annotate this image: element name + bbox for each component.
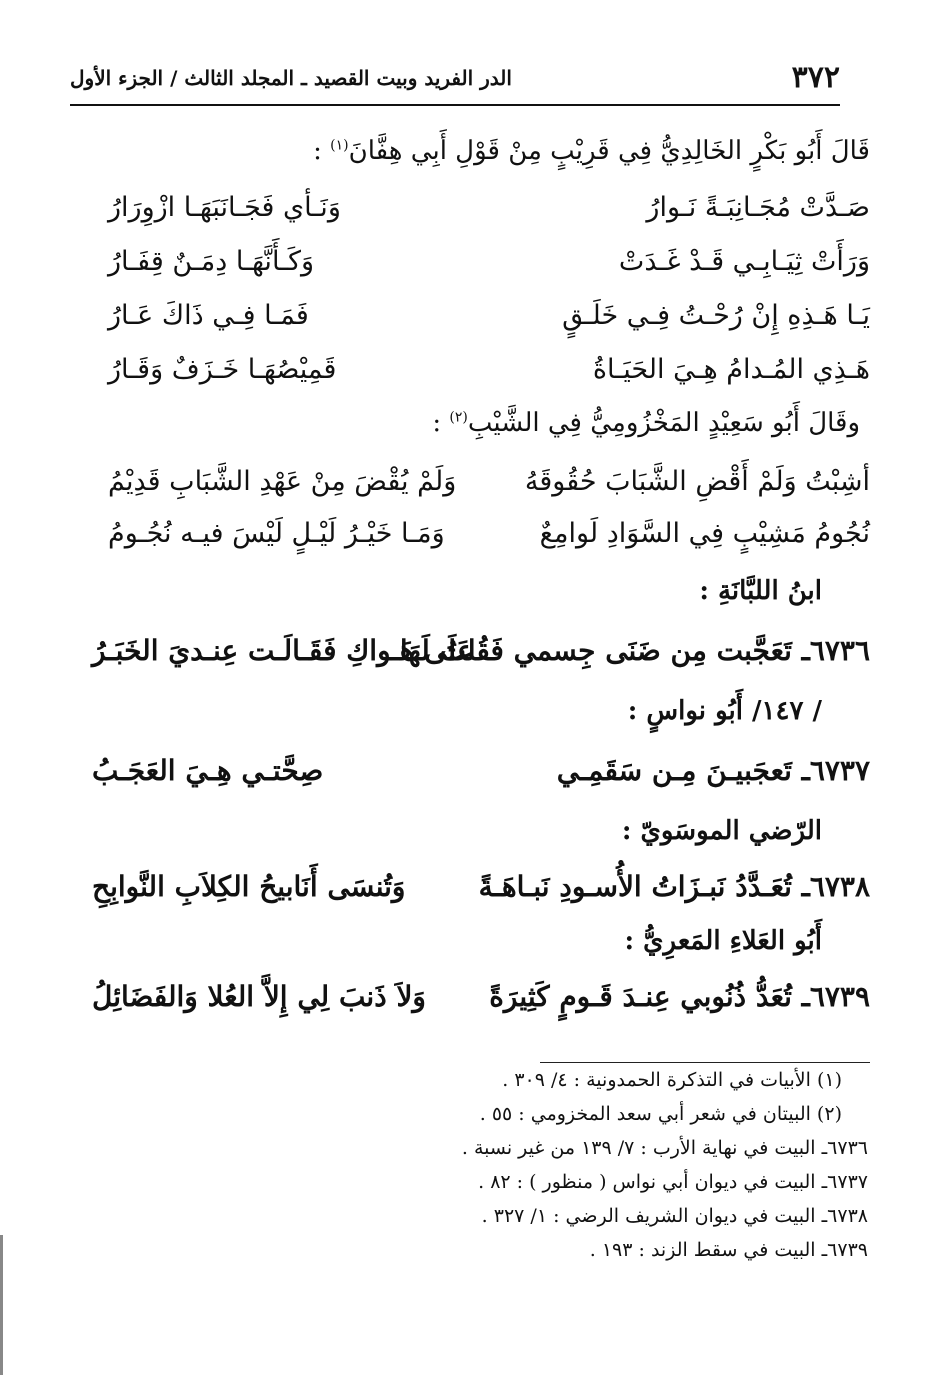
intro-text: قَالَ أَبُو بَكْرٍ الخَالِدِيُّ فِي قَرِيْبٍ مِنْ قَوْلِ أَبِي هِفَّانَ (348, 136, 870, 166)
second-hemistich: فَمَـا فِـي ذَاكَ عَـارُ (108, 300, 309, 331)
second-hemistich: صِحَّتـي هِـيَ العَجَـبُ (92, 754, 324, 787)
page-number: ٣٧٢ (791, 60, 840, 95)
footnote-item: ٦٧٣٦ـ البيت في نهاية الأرب : ٧/ ١٣٩ من غير نسبة . (461, 1137, 868, 1159)
poet-name: ابنُ اللبَّانَةِ : (699, 576, 822, 606)
second-hemistich: وَلاَ ذَنبَ لِي إِلاَّ العُلا وَالفَضَائِلُ (92, 980, 426, 1013)
first-hemistich: صَـدَّتْ مُجَـانِبَـةً نَـوارُ (646, 192, 870, 223)
page-header (70, 52, 840, 102)
first-hemistich: ٦٧٣٦ـ تَعَجَّبت مِن ضَنَى جِسمي فَقُلتُ لَهَا (399, 634, 870, 667)
footnote-ref: (٢) (449, 409, 468, 426)
footnote-item: (١) الأبيات في التذكرة الحمدونية : ٤/ ٣٠٩ . (502, 1069, 842, 1091)
numbered-verse-6737 (80, 754, 870, 804)
poet-name: الرّضي الموسَويّ : (621, 816, 822, 846)
footnote-item: ٦٧٣٧ـ البيت في ديوان أبي نواس ( منظور ) : ٨٢ . (478, 1171, 868, 1193)
first-hemistich: وَرَأَتْ ثِيَـابِـي قَـدْ غَـدَتْ (618, 246, 870, 277)
header-rule (70, 104, 840, 106)
running-title: الدر الفريد وبيت القصيد ـ المجلد الثالث / الجزء الأول (70, 66, 512, 90)
verse-row (80, 518, 870, 568)
second-hemistich: عَلَى هَـواكِ فَقَـالَـت عِنـديَ الخَبَـرُ (92, 634, 474, 667)
footnote-item: (٢) البيتان في شعر أبي سعد المخزومي : ٥٥ . (479, 1103, 842, 1125)
first-hemistich: ٦٧٣٧ـ تَعجَبيـنَ مِـن سَقَمِـي (556, 754, 870, 787)
numbered-verse-6736 (80, 634, 870, 684)
poet-name: أَبُو العَلاءِ المَعرِيُّ : (624, 926, 822, 956)
verse-row (80, 192, 870, 242)
footnote-separator (540, 1062, 870, 1063)
verse-row (80, 246, 870, 296)
first-hemistich: يَـا هَـذِهِ إِنْ رُحْـتُ فِـي خَلَـقٍ (562, 300, 870, 331)
footnote-ref: (١) (330, 137, 349, 154)
verse-row (80, 466, 870, 516)
first-hemistich: أشِبْتُ وَلَمْ أَقْضِ الشَّبَابَ حُقُوقَهُ (524, 466, 870, 497)
verse-row (80, 300, 870, 350)
poet-name: / ١٤٧/ أَبُو نواسٍ : (627, 696, 822, 726)
footnote-item: ٦٧٣٩ـ البيت في سقط الزند : ١٩٣ . (589, 1239, 868, 1261)
intro-text: وقَالَ أَبُو سَعِيْدٍ المَخْزُومِيُّ فِي الشَّيْبِ (467, 408, 860, 438)
first-hemistich: هَـذِي المُـدامُ هِـيَ الحَيَـاةُ (592, 354, 870, 385)
page-edge-shadow (0, 1235, 3, 1375)
second-hemistich: وَلَمْ يُقْضَ مِنْ عَهْدِ الشَّبَابِ قَدِيْمُ (108, 466, 457, 497)
intro-line-1 (313, 136, 870, 166)
numbered-verse-6738 (80, 870, 870, 920)
second-hemistich: وَكَـأَنَّهَـا دِمَـنٌ قِفَـارُ (108, 246, 314, 277)
colon: : (313, 136, 322, 166)
second-hemistich: قَمِيْصُهَـا خَـزَفٌ وَقَـارُ (108, 354, 337, 385)
first-hemistich: ٦٧٣٨ـ تُعَـدَّدُ نَبـزَاتُ الأُسـودِ نَبـاهَـةً (478, 870, 870, 903)
second-hemistich: وَتُنسَى أَنَابيحُ الكِلاَبِ النَّوابِحِ (92, 870, 406, 903)
footnote-item: ٦٧٣٨ـ البيت في ديوان الشريف الرضي : ١/ ٣٢٧ . (481, 1205, 868, 1227)
first-hemistich: ٦٧٣٩ـ تُعَدُّ ذُنُوبي عِنـدَ قَـومٍ كَثِيرَةً (489, 980, 870, 1013)
colon: : (432, 408, 442, 438)
verse-row (80, 354, 870, 404)
second-hemistich: وَمَـا خَيْـرُ لَيْـلٍ لَيْسَ فيـه نُجُـومُ (108, 518, 445, 549)
numbered-verse-6739 (80, 980, 870, 1030)
intro-line-2 (432, 408, 860, 438)
second-hemistich: وَنَـأي فَجَـانَبَهَـا ازْوِرَارُ (108, 192, 341, 223)
first-hemistich: نُجُومُ مَشِيْبٍ فِي السَّوَادِ لَوامِعٌ (539, 518, 870, 549)
